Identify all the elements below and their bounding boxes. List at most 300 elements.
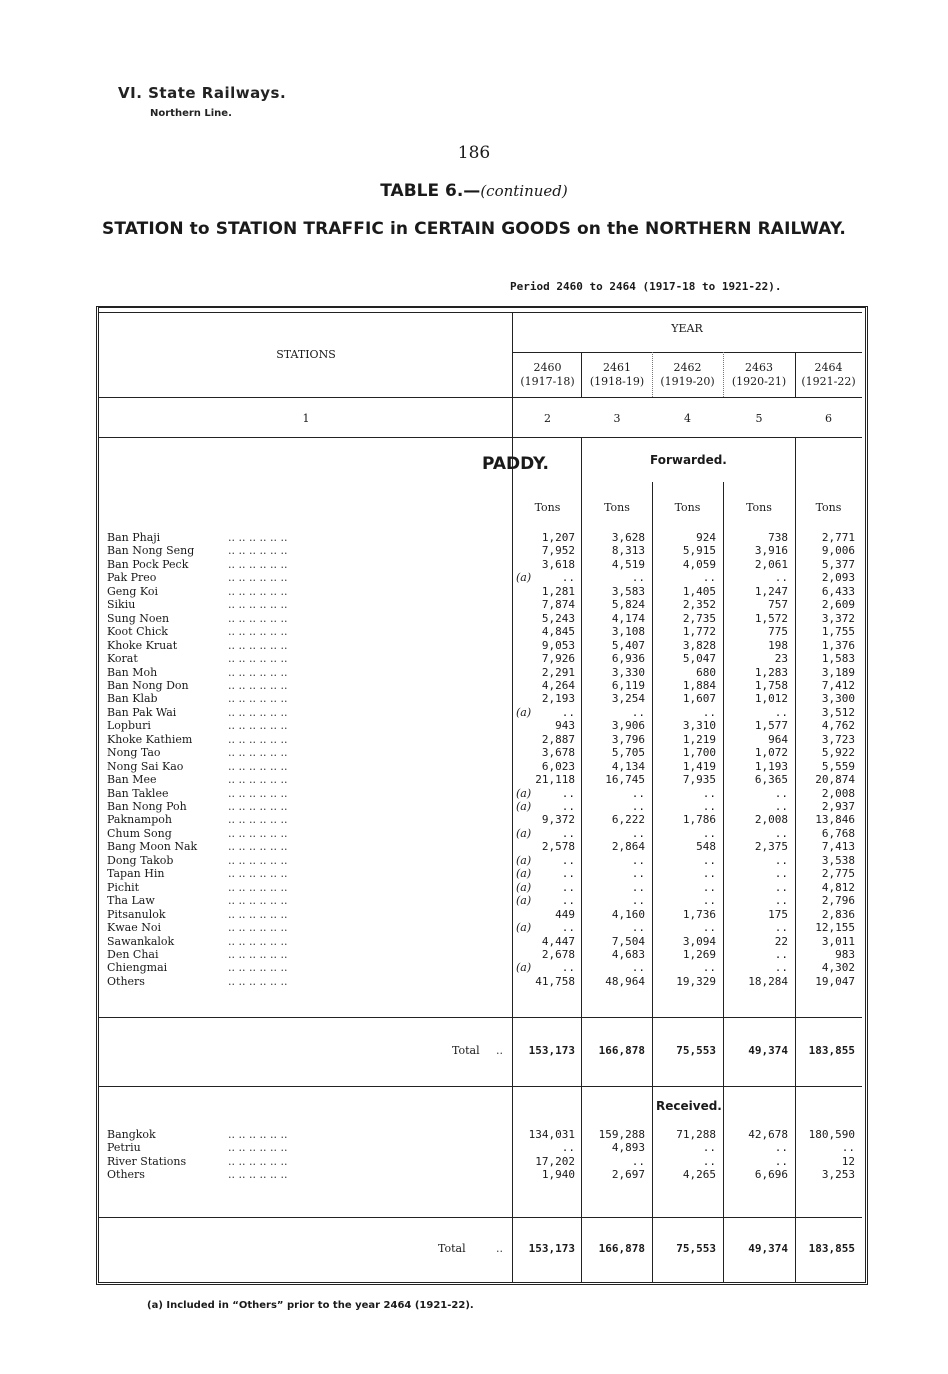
table-cell: 2,061 xyxy=(754,558,788,571)
table-cell: 2,352 xyxy=(682,598,716,611)
station-name: Ban Nong Seng xyxy=(107,544,195,557)
table-cell: 3,618 xyxy=(541,558,575,571)
leader-dots: .. .. .. .. .. .. xyxy=(228,679,288,692)
unit-label: Tons xyxy=(815,501,842,514)
table-cell: 924 xyxy=(696,531,716,544)
table-cell: .. xyxy=(774,1141,788,1154)
table-cell: .. xyxy=(561,1141,575,1154)
table-cell: 20,874 xyxy=(815,773,855,786)
table-cell: 6,222 xyxy=(611,813,645,826)
station-name: Ban Pak Wai xyxy=(107,706,177,719)
table-cell: 5,407 xyxy=(611,639,645,652)
station-name: Geng Koi xyxy=(107,585,158,598)
leader-dots: .. .. .. .. .. .. xyxy=(228,894,288,907)
table-cell: 7,926 xyxy=(541,652,575,665)
table-cell: 153,173 xyxy=(528,1044,575,1057)
table-cell: 3,310 xyxy=(682,719,716,732)
table-cell: 23 xyxy=(774,652,788,665)
table-cell: 1,884 xyxy=(682,679,716,692)
table-cell: .. xyxy=(702,921,716,934)
table-cell: 4,845 xyxy=(541,625,575,638)
table-continued-text: (continued) xyxy=(480,182,568,200)
station-name: Ban Nong Poh xyxy=(107,800,187,813)
table-cell: 2,836 xyxy=(821,908,855,921)
table-cell: 3,253 xyxy=(821,1168,855,1181)
station-name: Lopburi xyxy=(107,719,151,732)
table-cell: 9,372 xyxy=(541,813,575,826)
table-cell: 48,964 xyxy=(605,975,645,988)
leader-dots: .. .. .. .. .. .. xyxy=(228,544,288,557)
table-cell: 5,915 xyxy=(682,544,716,557)
table-cell: 3,330 xyxy=(611,666,645,679)
table-cell: 19,329 xyxy=(676,975,716,988)
section-heading: VI. State Railways. xyxy=(118,84,287,102)
table-cell: 134,031 xyxy=(528,1128,575,1141)
table-cell: .. xyxy=(561,800,575,813)
table-cell: .. xyxy=(774,571,788,584)
table-cell: 548 xyxy=(696,840,716,853)
table-cell: 4,174 xyxy=(611,612,645,625)
table-cell: .. xyxy=(774,800,788,813)
year-header-be: 2464 xyxy=(814,361,843,374)
table-cell: 71,288 xyxy=(676,1128,716,1141)
table-cell: 1,419 xyxy=(682,760,716,773)
table-cell: .. xyxy=(631,800,645,813)
table-label xyxy=(0,181,948,201)
station-name: River Stations xyxy=(107,1155,187,1168)
station-name: Nong Tao xyxy=(107,746,161,759)
station-name: Nong Sai Kao xyxy=(107,760,184,773)
table-cell: 4,059 xyxy=(682,558,716,571)
station-name: Pak Preo xyxy=(107,571,157,584)
table-cell: 75,553 xyxy=(676,1044,716,1057)
unit-label: Tons xyxy=(604,501,630,514)
rule-header-bottom xyxy=(99,437,862,438)
table-cell: .. xyxy=(561,921,575,934)
table-cell: 18,284 xyxy=(748,975,788,988)
table-cell: .. xyxy=(561,571,575,584)
table-cell: .. xyxy=(774,921,788,934)
table-cell: .. xyxy=(702,787,716,800)
table-cell: .. xyxy=(774,706,788,719)
table-cell: 4,264 xyxy=(541,679,575,692)
table-cell: 964 xyxy=(768,733,788,746)
station-name: Ban Phaji xyxy=(107,531,161,544)
leader-dots: .. .. .. .. .. .. xyxy=(228,1168,288,1181)
table-cell: 183,855 xyxy=(808,1242,855,1255)
leader-dots: .. .. .. .. .. .. xyxy=(228,908,288,921)
table-cell: 3,300 xyxy=(821,692,855,705)
table-cell: 1,577 xyxy=(754,719,788,732)
leader-dots: .. .. .. .. .. .. xyxy=(228,598,288,611)
table-cell: 2,697 xyxy=(611,1168,645,1181)
year-header-be: 2462 xyxy=(673,361,702,374)
table-cell: 1,269 xyxy=(682,948,716,961)
table-cell: 5,705 xyxy=(611,746,645,759)
table-cell: 1,376 xyxy=(821,639,855,652)
table-cell: 49,374 xyxy=(748,1242,788,1255)
leader-dots: .. .. .. .. .. .. xyxy=(228,558,288,571)
footnote-marker: (a) xyxy=(516,961,532,974)
table-cell: .. xyxy=(702,1155,716,1168)
table-cell: .. xyxy=(774,881,788,894)
station-name: Ban Moh xyxy=(107,666,158,679)
table-cell: 2,093 xyxy=(821,571,855,584)
table-cell: 2,887 xyxy=(541,733,575,746)
table-cell: 1,247 xyxy=(754,585,788,598)
table-cell: 2,796 xyxy=(821,894,855,907)
leader-dots: .. .. .. .. .. .. xyxy=(228,854,288,867)
table-cell: .. xyxy=(774,827,788,840)
table-cell: 1,736 xyxy=(682,908,716,921)
station-name: Dong Takob xyxy=(107,854,174,867)
table-cell: 175 xyxy=(768,908,788,921)
total-label: Total xyxy=(438,1242,466,1255)
table-cell: .. xyxy=(702,867,716,880)
period-label: Period 2460 to 2464 (1917-18 to 1921-22). xyxy=(510,280,782,293)
table-cell: .. xyxy=(702,961,716,974)
table-cell: .. xyxy=(702,827,716,840)
table-cell: .. xyxy=(631,867,645,880)
station-name: Bangkok xyxy=(107,1128,156,1141)
table-cell: 2,937 xyxy=(821,800,855,813)
rule-received-top xyxy=(99,1086,862,1087)
col-number: 3 xyxy=(613,412,621,425)
table-cell: 6,433 xyxy=(821,585,855,598)
table-cell: 159,288 xyxy=(598,1128,645,1141)
table-cell: 198 xyxy=(768,639,788,652)
table-cell: 7,413 xyxy=(821,840,855,853)
table-cell: .. xyxy=(774,854,788,867)
year-header-be: 2463 xyxy=(745,361,773,374)
table-cell: 3,372 xyxy=(821,612,855,625)
table-cell: 3,254 xyxy=(611,692,645,705)
table-cell: .. xyxy=(561,854,575,867)
table-cell: .. xyxy=(561,881,575,894)
rule-received-total xyxy=(99,1217,862,1218)
table-cell: 1,283 xyxy=(754,666,788,679)
table-cell: 4,134 xyxy=(611,760,645,773)
table-cell: 3,538 xyxy=(821,854,855,867)
table-cell: .. xyxy=(774,961,788,974)
year-header-ce: (1921-22) xyxy=(801,375,856,388)
table-cell: .. xyxy=(631,1155,645,1168)
unit-label: Tons xyxy=(674,501,701,514)
table-cell: 1,193 xyxy=(754,760,788,773)
leader-dots: .. xyxy=(496,1242,503,1255)
table-cell: 1,940 xyxy=(541,1168,575,1181)
table-cell: 1,405 xyxy=(682,585,716,598)
leader-dots: .. .. .. .. .. .. xyxy=(228,867,288,880)
leader-dots: .. .. .. .. .. .. xyxy=(228,531,288,544)
table-cell: 757 xyxy=(768,598,788,611)
station-name: Korat xyxy=(107,652,138,665)
table-cell: 9,053 xyxy=(541,639,575,652)
footnote: (a) Included in “Others” prior to the year 2464 (1921-22). xyxy=(147,1300,474,1311)
year-header-ce: (1920-21) xyxy=(731,375,787,388)
table-cell: 7,935 xyxy=(682,773,716,786)
footnote-marker: (a) xyxy=(516,800,532,813)
table-cell: .. xyxy=(631,706,645,719)
table-cell: .. xyxy=(631,961,645,974)
table-cell: 2,771 xyxy=(821,531,855,544)
table-cell: 12 xyxy=(841,1155,855,1168)
table-cell: 3,916 xyxy=(754,544,788,557)
table-cell: 9,006 xyxy=(821,544,855,557)
leader-dots: .. .. .. .. .. .. xyxy=(228,787,288,800)
station-name: Tha Law xyxy=(107,894,155,907)
station-name: Others xyxy=(107,1168,145,1181)
station-name: Ban Mee xyxy=(107,773,157,786)
table-cell: 12,155 xyxy=(815,921,855,934)
table-cell: 3,189 xyxy=(821,666,855,679)
table-cell: 7,952 xyxy=(541,544,575,557)
received-heading: Received. xyxy=(656,1099,722,1113)
table-cell: 3,678 xyxy=(541,746,575,759)
unit-label: Tons xyxy=(746,501,772,514)
table-cell: 1,219 xyxy=(682,733,716,746)
table-cell: .. xyxy=(561,787,575,800)
footnote-marker: (a) xyxy=(516,894,532,907)
col-number: 5 xyxy=(755,412,763,425)
leader-dots: .. .. .. .. .. .. xyxy=(228,921,288,934)
table-cell: 2,864 xyxy=(611,840,645,853)
table-cell: 3,011 xyxy=(821,935,855,948)
table-cell: 1,072 xyxy=(754,746,788,759)
table-cell: 680 xyxy=(696,666,716,679)
station-name: Den Chai xyxy=(107,948,159,961)
col-number: 1 xyxy=(302,412,310,425)
year-header: YEAR xyxy=(671,322,703,335)
leader-dots: .. .. .. .. .. .. xyxy=(228,827,288,840)
leader-dots: .. .. .. .. .. .. xyxy=(228,948,288,961)
table-cell: 5,922 xyxy=(821,746,855,759)
table-cell: .. xyxy=(631,894,645,907)
leader-dots: .. .. .. .. .. .. xyxy=(228,773,288,786)
total-label: Total xyxy=(452,1044,480,1057)
table-cell: 2,193 xyxy=(541,692,575,705)
leader-dots: .. xyxy=(496,1044,503,1057)
page-title: STATION to STATION TRAFFIC in CERTAIN GOODS on the NORTHERN RAILWAY. xyxy=(102,219,846,239)
leader-dots: .. .. .. .. .. .. xyxy=(228,585,288,598)
table-cell: 5,559 xyxy=(821,760,855,773)
station-name: Petriu xyxy=(107,1141,141,1154)
leader-dots: .. .. .. .. .. .. xyxy=(228,719,288,732)
leader-dots: .. .. .. .. .. .. xyxy=(228,760,288,773)
table-cell: 1,572 xyxy=(754,612,788,625)
table-cell: 3,828 xyxy=(682,639,716,652)
table-cell: .. xyxy=(561,894,575,907)
footnote-marker: (a) xyxy=(516,571,532,584)
table-cell: 4,302 xyxy=(821,961,855,974)
footnote-marker: (a) xyxy=(516,867,532,880)
rule-header-mid xyxy=(99,397,862,398)
station-name: Bang Moon Nak xyxy=(107,840,198,853)
table-cell: .. xyxy=(702,854,716,867)
table-cell: .. xyxy=(631,787,645,800)
table-cell: 4,893 xyxy=(611,1141,645,1154)
table-cell: 4,812 xyxy=(821,881,855,894)
footnote-marker: (a) xyxy=(516,921,532,934)
table-cell: 183,855 xyxy=(808,1044,855,1057)
table-cell: .. xyxy=(561,706,575,719)
year-header-be: 2460 xyxy=(533,361,562,374)
leader-dots: .. .. .. .. .. .. xyxy=(228,961,288,974)
table-cell: 1,281 xyxy=(541,585,575,598)
table-cell: .. xyxy=(774,894,788,907)
rule-top xyxy=(99,312,862,313)
table-cell: .. xyxy=(702,706,716,719)
station-name: Chum Song xyxy=(107,827,172,840)
table-cell: 22 xyxy=(774,935,788,948)
rule-forwarded-total xyxy=(99,1017,862,1018)
table-cell: 1,012 xyxy=(754,692,788,705)
station-name: Pitsanulok xyxy=(107,908,166,921)
table-cell: .. xyxy=(702,894,716,907)
table-cell: 166,878 xyxy=(598,1044,645,1057)
table-cell: 16,745 xyxy=(605,773,645,786)
table-cell: 1,758 xyxy=(754,679,788,692)
table-cell: 7,504 xyxy=(611,935,645,948)
table-cell: 6,936 xyxy=(611,652,645,665)
table-cell: 1,772 xyxy=(682,625,716,638)
table-cell: 738 xyxy=(768,531,788,544)
leader-dots: .. .. .. .. .. .. xyxy=(228,571,288,584)
station-name: Ban Nong Don xyxy=(107,679,189,692)
table-cell: .. xyxy=(702,1141,716,1154)
table-cell: 983 xyxy=(835,948,855,961)
table-cell: 2,008 xyxy=(754,813,788,826)
table-cell: 6,696 xyxy=(754,1168,788,1181)
leader-dots: .. .. .. .. .. .. xyxy=(228,733,288,746)
leader-dots: .. .. .. .. .. .. xyxy=(228,813,288,826)
leader-dots: .. .. .. .. .. .. xyxy=(228,692,288,705)
table-cell: .. xyxy=(631,921,645,934)
section-subheading: Northern Line. xyxy=(150,108,232,119)
table-cell: 49,374 xyxy=(748,1044,788,1057)
table-cell: 449 xyxy=(555,908,575,921)
footnote-marker: (a) xyxy=(516,706,532,719)
table-cell: 3,512 xyxy=(821,706,855,719)
station-name: Koot Chick xyxy=(107,625,168,638)
table-cell: 3,628 xyxy=(611,531,645,544)
leader-dots: .. .. .. .. .. .. xyxy=(228,706,288,719)
year-header-ce: (1917-18) xyxy=(520,375,575,388)
table-cell: 4,265 xyxy=(682,1168,716,1181)
table-cell: 2,678 xyxy=(541,948,575,961)
table-cell: .. xyxy=(561,827,575,840)
table-cell: 4,519 xyxy=(611,558,645,571)
table-cell: 6,365 xyxy=(754,773,788,786)
table-cell: .. xyxy=(702,571,716,584)
station-name: Paknampoh xyxy=(107,813,172,826)
table-cell: .. xyxy=(561,961,575,974)
table-cell: 3,094 xyxy=(682,935,716,948)
forwarded-heading: Forwarded. xyxy=(650,453,727,467)
station-name: Tapan Hin xyxy=(107,867,165,880)
table-cell: 6,119 xyxy=(611,679,645,692)
table-cell: .. xyxy=(702,800,716,813)
station-name: Chiengmai xyxy=(107,961,168,974)
station-name: Sikiu xyxy=(107,598,136,611)
table-cell: .. xyxy=(631,827,645,840)
table-cell: 4,160 xyxy=(611,908,645,921)
station-name: Sung Noen xyxy=(107,612,170,625)
leader-dots: .. .. .. .. .. .. xyxy=(228,881,288,894)
table-cell: 42,678 xyxy=(748,1128,788,1141)
leader-dots: .. .. .. .. .. .. xyxy=(228,666,288,679)
table-cell: 41,758 xyxy=(535,975,575,988)
table-cell: 17,202 xyxy=(535,1155,575,1168)
leader-dots: .. .. .. .. .. .. xyxy=(228,639,288,652)
footnote-marker: (a) xyxy=(516,787,532,800)
table-cell: 2,375 xyxy=(754,840,788,853)
table-cell: 5,047 xyxy=(682,652,716,665)
footnote-marker: (a) xyxy=(516,854,532,867)
unit-label: Tons xyxy=(534,501,561,514)
table-cell: .. xyxy=(841,1141,855,1154)
year-header-ce: (1919-20) xyxy=(660,375,715,388)
table-cell: 7,412 xyxy=(821,679,855,692)
table-cell: 6,768 xyxy=(821,827,855,840)
table-cell: .. xyxy=(774,867,788,880)
table-cell: 2,609 xyxy=(821,598,855,611)
table-cell: 2,578 xyxy=(541,840,575,853)
table-cell: 166,878 xyxy=(598,1242,645,1255)
table-cell: 3,583 xyxy=(611,585,645,598)
table-cell: 775 xyxy=(768,625,788,638)
year-header-be: 2461 xyxy=(603,361,631,374)
leader-dots: .. .. .. .. .. .. xyxy=(228,800,288,813)
table-cell: 6,023 xyxy=(541,760,575,773)
year-header-ce: (1918-19) xyxy=(589,375,645,388)
table-cell: 1,207 xyxy=(541,531,575,544)
table-cell: .. xyxy=(631,571,645,584)
table-cell: 4,447 xyxy=(541,935,575,948)
table-cell: .. xyxy=(561,867,575,880)
page-number: 186 xyxy=(457,143,491,163)
table-cell: 153,173 xyxy=(528,1242,575,1255)
table-cell: .. xyxy=(702,881,716,894)
station-name: Pichit xyxy=(107,881,140,894)
table-label-text: TABLE 6.— xyxy=(380,181,481,201)
station-name: Kwae Noi xyxy=(107,921,161,934)
table-cell: 7,874 xyxy=(541,598,575,611)
station-name: Khoke Kathiem xyxy=(107,733,193,746)
table-cell: 3,108 xyxy=(611,625,645,638)
table-cell: 1,700 xyxy=(682,746,716,759)
table-cell: .. xyxy=(774,787,788,800)
table-cell: 2,735 xyxy=(682,612,716,625)
leader-dots: .. .. .. .. .. .. xyxy=(228,1141,288,1154)
station-name: Sawankalok xyxy=(107,935,175,948)
leader-dots: .. .. .. .. .. .. xyxy=(228,840,288,853)
table-cell: 2,775 xyxy=(821,867,855,880)
footnote-marker: (a) xyxy=(516,881,532,894)
leader-dots: .. .. .. .. .. .. xyxy=(228,975,288,988)
table-cell: .. xyxy=(774,948,788,961)
leader-dots: .. .. .. .. .. .. xyxy=(228,1128,288,1141)
stations-header: STATIONS xyxy=(276,348,336,361)
table-cell: .. xyxy=(774,1155,788,1168)
paddy-heading: PADDY. xyxy=(482,454,549,474)
leader-dots: .. .. .. .. .. .. xyxy=(228,652,288,665)
table-cell: 180,590 xyxy=(808,1128,855,1141)
station-name: Others xyxy=(107,975,145,988)
leader-dots: .. .. .. .. .. .. xyxy=(228,935,288,948)
col-number: 2 xyxy=(544,412,551,425)
table-cell: 1,607 xyxy=(682,692,716,705)
